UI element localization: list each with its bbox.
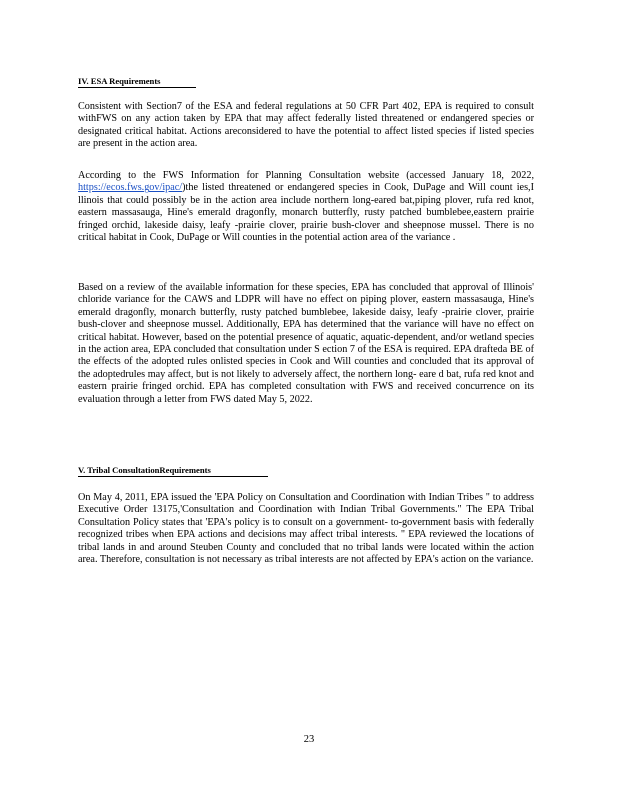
page-number: 23 [303,734,315,745]
section-heading-esa: IV. ESA Requirements [78,76,196,88]
paragraph-esa-consistency: Consistent with Section7 of the ESA and federal regulations at 50 CFR Part 402, EPA is required to consult withFWS on any action taken by EPA that may affect federally listed threatened or endangered species or designated critical habitat. Actions areconsidered to have the potential to affect listed species if listed species are present in the action area. [78,101,534,150]
ipac-text-after: )the listed threatened or endangered species in Cook, DuPage and Will count ies,I llinois that could possibly be in the action area include northern long-eared bat,piping plover, rufa red knot, eastern massasauga, Hine's emerald dragonfly, monarch butterfly, rusty patched bumblebee,eastern prairie fringed orchid, lakeside daisy, leafy -prairie clover, prairie bush-clover and sheepnose mussel. There is no critical habitat in Cook, DuPage or Will counties in the potential action area of the variance . [78,182,534,244]
paragraph-esa-review: Based on a review of the available information for these species, EPA has concluded that approval of Illinois' chloride variance for the CAWS and LDPR will have no effect on piping plover, eastern massasauga, Hine's emerald dragonfly, monarch butterfly, rusty patched bumblebee, lakeside daisy, leafy -prairie clover, prairie bush-clover and sheepnose mussel. Additionally, EPA has determined that the variance will have no effect on critical habitat. However, based on the potential presence of aquatic, aquatic-dependent, and/or wetland species in the action area, EPA concluded that consultation under S ection 7 of the ESA is required. EPA drafteda BE of the effects of the adopted rules onlisted species in Cook and Will counties and concluded that its approval of the adoptedrules may affect, but is not likely to adversely affect, the northern long- eare d bat, rufa red knot and eastern prairie fringed orchid. EPA has completed consultation with FWS and received concurrence on its evaluation through a letter from FWS dated May 5, 2022. [78,282,534,405]
section-heading-tribal: V. Tribal ConsultationRequirements [78,465,268,477]
paragraph-ipac-species [78,170,534,244]
ipac-link[interactable]: https://ecos.fws.gov/ipac/ [78,182,183,194]
ipac-text-before: According to the FWS Information for Planning Consultation website (accessed January 18, 2022, [78,170,534,181]
paragraph-tribal-consultation: On May 4, 2011, EPA issued the 'EPA Policy on Consultation and Coordination with Indian Tribes " to address Executive Order 13175,'Consultation and Coordination with Indian Tribal Governments." The EPA Tribal Consultation Policy states that 'EPA's policy is to consult on a government- to-government basis with federally recognized tribes when EPA actions and decisions may affect tribal interests. " EPA reviewed the locations of tribal lands in and around Steuben County and concluded that no tribal lands were located within the action area. Therefore, consultation is not necessary as tribal interests are not affected by EPA's action on the variance. [78,492,534,566]
